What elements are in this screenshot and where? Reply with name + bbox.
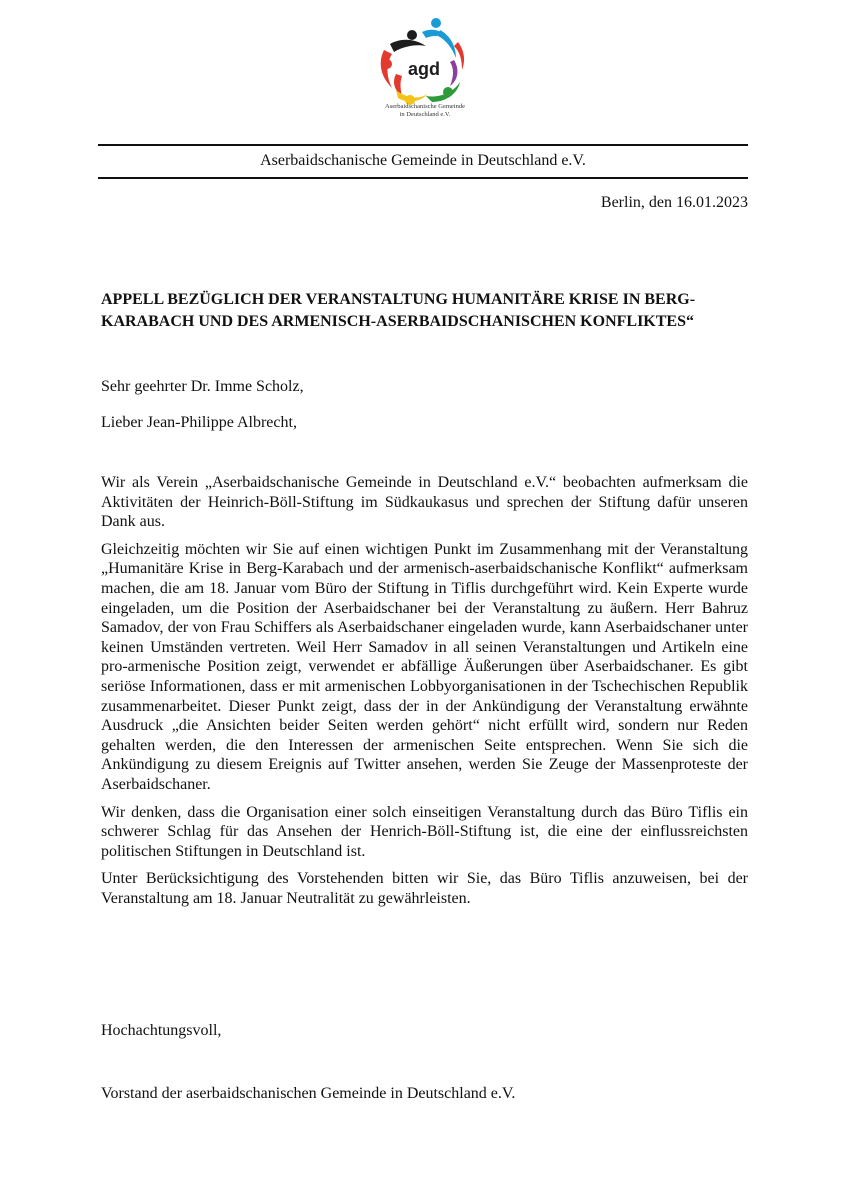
logo-arm-black (390, 40, 426, 52)
logo-head-blue (431, 18, 441, 28)
logo-subtitle-line2: in Deutschland e.V. (399, 111, 451, 118)
paragraph-2: Gleichzeitig möchten wir Sie auf einen wichtigen Punkt im Zusammenhang mit der Veranstaltung „Humanitäre Krise in Berg-Karabach und der armenisch-aserbaidschanische Konflikt“ aufmerksam machen, die am 18. Januar vom Büro der Stiftung in Tiflis durchgeführt wird. Kein Experte wurde eingeladen, um die Position der Aserbaidschaner bei der Veranstaltung zu äußern. Herr Bahruz Samadov, der von Frau Schiffers als Aserbaidschaner eingeladen wurde, kann Aserbaidschaner unter keinen Umständen vertreten. Weil Herr Samadov in all seinen Veranstaltungen und Artikeln eine pro-armenische Position zeigt, verwendet er abfällige Äußerungen über Aserbaidschaner. Es gibt seriöse Informationen, dass er mit armenischen Lobbyorganisationen in der Tschechischen Republik zusammenarbeitet. Dieser Punkt zeigt, dass der in der Ankündigung der Veranstaltung erwähnte Ausdruck „die Ansichten beider Seiten werden gehört“ nicht erfüllt wird, sondern nur Reden gehalten werden, die den Interessen der armenischen Seite entsprechen. Wenn Sie sich die Ankündigung zu diesem Ereignis auf Twitter ansehen, werden Sie Zeuge der Massenproteste der Aserbaidschaner. (101, 540, 748, 793)
logo-arm-purple (450, 60, 457, 86)
logo-subtitle (340, 103, 510, 119)
signature: Vorstand der aserbaidschanischen Gemeinde in Deutschland e.V. (101, 1085, 516, 1102)
salutation-line-2: Lieber Jean-Philippe Albrecht, (101, 414, 297, 431)
logo-head-black (407, 30, 417, 40)
paragraph-3: Wir denken, dass die Organisation einer solch einseitigen Veranstaltung durch das Büro Tiflis ein schwerer Schlag für das Ansehen der Henrich-Böll-Stiftung ist, die eine der einflussreichsten politischen Stiftungen in Deutschland ist. (101, 803, 748, 860)
letterhead-org-name: Aserbaidschanische Gemeinde in Deutschland e.V. (260, 152, 586, 169)
letter-heading: APPELL BEZÜGLICH DER VERANSTALTUNG HUMANITÄRE KRISE IN BERG-KARABACH UND DES ARMENISCH-ASERBAIDSCHANISCHEN KONFLIKTES“ (101, 291, 696, 330)
logo-arm-blue-2 (438, 30, 456, 58)
letter-body (101, 473, 748, 916)
logo-text: agd (407, 59, 441, 79)
logo-arm-red (381, 50, 392, 88)
bottom-divider (98, 177, 748, 179)
salutation-line-1: Sehr geehrter Dr. Imme Scholz, (101, 378, 304, 395)
paragraph-4: Unter Berücksichtigung des Vorstehenden bitten wir Sie, das Büro Tiflis anzuweisen, bei der Veranstaltung am 18. Januar Neutralität zu gewährleisten. (101, 870, 748, 907)
letterhead (98, 144, 748, 179)
closing: Hochachtungsvoll, (101, 1022, 222, 1039)
logo-subtitle-line1: Aserbaidschanische Gemeinde (385, 103, 465, 110)
date-line: Berlin, den 16.01.2023 (600, 194, 748, 211)
paragraph-1: Wir als Verein „Aserbaidschanische Gemeinde in Deutschland e.V.“ beobachten aufmerksam die Aktivitäten der Heinrich-Böll-Stiftung im Südkaukasus und sprechen der Stiftung dafür unseren Dank aus. (101, 474, 748, 531)
